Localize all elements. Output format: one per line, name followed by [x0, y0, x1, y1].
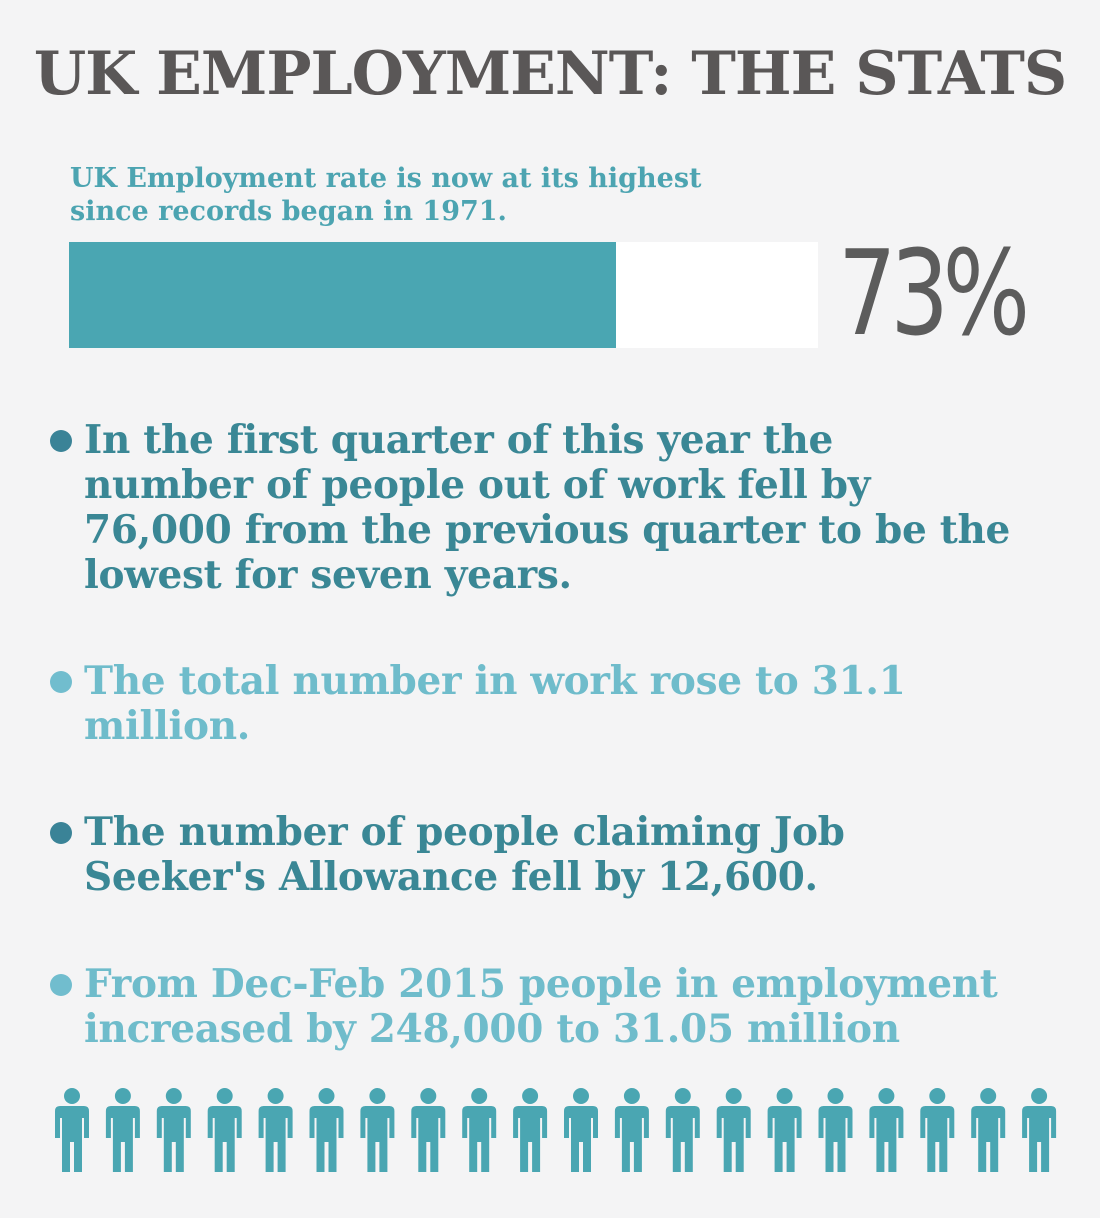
person-icon — [564, 1088, 598, 1172]
bullet-icon — [50, 822, 72, 844]
person-icon — [106, 1088, 140, 1172]
person-icon — [1022, 1088, 1056, 1172]
person-icon — [513, 1088, 547, 1172]
person-icon — [208, 1088, 242, 1172]
person-icon — [411, 1088, 445, 1172]
intro-line-1: UK Employment rate is now at its highest — [70, 163, 702, 194]
stat-item-total-in-work — [50, 659, 1080, 749]
person-icon — [360, 1088, 394, 1172]
people-icon-row — [52, 1088, 1062, 1178]
person-icon — [615, 1088, 649, 1172]
person-icon — [819, 1088, 853, 1172]
stat-item-jsa-claimants — [50, 810, 1080, 900]
employment-rate-value: 73% — [838, 224, 1024, 362]
intro-line-2: since records began in 1971. — [70, 196, 507, 227]
bullet-icon — [50, 430, 72, 452]
person-icon — [310, 1088, 344, 1172]
stat-text: The total number in work rose to 31.1 million. — [84, 658, 906, 749]
stat-text: From Dec-Feb 2015 people in employment increased by 248,000 to 31.05 million — [84, 961, 998, 1052]
person-icon — [666, 1088, 700, 1172]
intro-text — [70, 162, 830, 228]
page-title: UK EMPLOYMENT: THE STATS — [33, 39, 1067, 109]
stat-text: In the first quarter of this year the number of people out of work fell by 76,000 from the previous quarter to be the lowest for seven years. — [84, 417, 1011, 598]
person-icon — [920, 1088, 954, 1172]
person-icon — [259, 1088, 293, 1172]
person-icon — [971, 1088, 1005, 1172]
bullet-icon — [50, 974, 72, 996]
person-icon — [157, 1088, 191, 1172]
person-icon — [869, 1088, 903, 1172]
stat-item-employment-increase — [50, 962, 1080, 1052]
employment-rate-bar-fill — [69, 242, 616, 348]
stat-item-out-of-work — [50, 418, 1080, 598]
person-icon — [768, 1088, 802, 1172]
stat-text: The number of people claiming Job Seeker's Allowance fell by 12,600. — [84, 809, 845, 900]
person-icon — [462, 1088, 496, 1172]
bullet-icon — [50, 671, 72, 693]
person-icon — [717, 1088, 751, 1172]
person-icon — [55, 1088, 89, 1172]
people-icons — [52, 1088, 1062, 1178]
employment-rate-bar — [69, 242, 818, 348]
